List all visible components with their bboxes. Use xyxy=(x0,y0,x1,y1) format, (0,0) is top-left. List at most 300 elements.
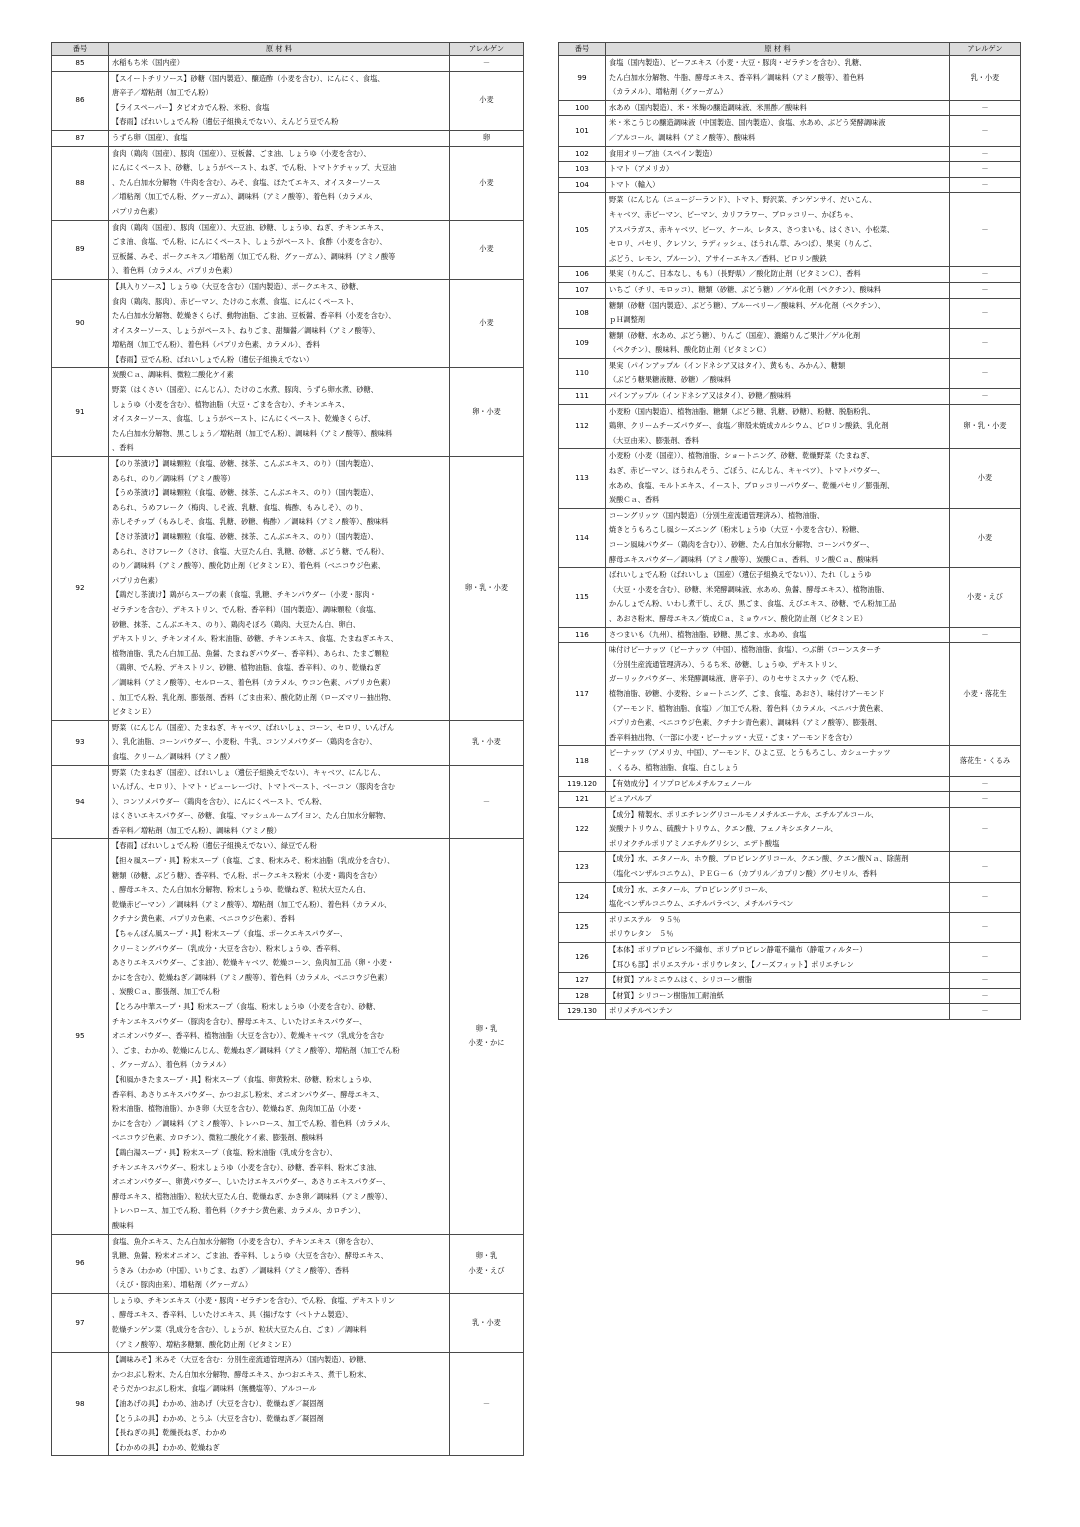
materials-line: ｐＨ調整剤 xyxy=(609,315,645,325)
materials-line: トマト（輸入） xyxy=(609,179,660,189)
materials-line: クリーミングパウダー（乳成分・大豆を含む）、粉末しょうゆ、香辛料、 xyxy=(112,943,345,953)
materials-line: うきみ（わかめ（中国）、いりごま、ねぎ）／調味料（アミノ酸等）、香料 xyxy=(112,1265,350,1275)
materials-line: 【鶏白湯スープ・具】粉末スープ（食塩、粉末油脂（乳成分を含む）、 xyxy=(112,1147,337,1157)
materials-text xyxy=(606,449,950,508)
product-number: 116 xyxy=(559,627,606,643)
materials-line: （塩化ベンザルコニウム）、ＰＥＧ－６（カプリル／カプリン酸）グリセリル、香料 xyxy=(609,869,877,879)
table-row xyxy=(559,1004,1021,1020)
table-body-left xyxy=(52,56,524,1456)
allergen-value: － xyxy=(950,912,1021,942)
table-row xyxy=(52,839,524,1234)
product-number: 109 xyxy=(559,328,606,358)
materials-line: たん白加水分解物、牛脂、酵母エキス、香辛料／調味料（アミノ酸等）、着色料 xyxy=(609,72,865,82)
table-row xyxy=(52,1353,524,1456)
allergen-value: － xyxy=(950,776,1021,792)
product-number: 92 xyxy=(52,457,109,721)
materials-line: パプリカ色素） xyxy=(112,575,162,585)
materials-line: アスパラガス、赤キャベツ、ビーツ、ケール、レタス、さつまいも、はくさい、小松菜、 xyxy=(609,224,895,234)
allergen-value: － xyxy=(950,807,1021,852)
materials-line: ）、着色料（カラメル、パプリカ色素） xyxy=(112,266,237,276)
materials-line: 、酵母エキス、香辛料、しいたけエキス、具（揚げなす（ベトナム製造）、 xyxy=(112,1310,353,1320)
materials-line: パプリカ色素、ベニコウジ色素、クチナシ青色素）、調味料（アミノ酸等）、膨張剤、 xyxy=(609,718,882,728)
table-row xyxy=(559,146,1021,162)
product-number: 94 xyxy=(52,765,109,839)
materials-line: ポリメチルペンテン xyxy=(609,1006,673,1016)
materials-line: クチナシ黄色素、パプリカ色素、ベニコウジ色素）、香料 xyxy=(112,914,295,924)
product-number: 114 xyxy=(559,508,606,567)
table-row xyxy=(559,116,1021,146)
product-number: 112 xyxy=(559,404,606,449)
materials-line: 、グァーガム）、着色料（カラメル） xyxy=(112,1060,231,1070)
materials-line: 味付けピーナッツ（ピーナッツ（中国）、植物油脂、食塩）、つぶ餅（コーンスターチ xyxy=(609,645,881,655)
materials-line: 増粘剤（加工でん粉）、着色料（パプリカ色素、カラメル）、香料 xyxy=(112,340,320,350)
allergen-value: － xyxy=(950,177,1021,193)
materials-line: 、加工でん粉、乳化剤、膨張剤、香料（ごま由来）、酸化防止剤（ローズマリー抽出物、 xyxy=(112,692,396,702)
materials-line: （アーモンド、植物油脂、食塩）／加工でん粉、着色料（カラメル、ベニバナ黄色素、 xyxy=(609,703,888,713)
materials-line: オイスターソース、食塩、しょうがペースト、にんにくペースト、乾燥きくらげ、 xyxy=(112,414,375,424)
materials-text xyxy=(606,912,950,942)
allergen-value: － xyxy=(950,328,1021,358)
allergen-value: 卵・乳 小麦・えび xyxy=(450,1234,524,1293)
table-row xyxy=(559,852,1021,882)
materials-line: （大豆・小麦を含む）、砂糖、米発酵調味液、水あめ、魚醤、酵母エキス）、植物油脂、 xyxy=(609,584,889,594)
materials-line: はくさいエキスパウダー、砂糖、食塩、マッシュルームブイヨン、たん白加水分解物、 xyxy=(112,811,391,821)
materials-line: 水稲もち米（国内産） xyxy=(112,58,184,67)
allergen-value: － xyxy=(950,627,1021,643)
materials-line: 乾燥赤ピーマン）／調味料（アミノ酸等）、増粘剤（加工でん粉）、着色料（カラメル、 xyxy=(112,899,392,909)
allergen-value: 小麦 xyxy=(450,71,524,130)
materials-text xyxy=(109,839,450,1234)
materials-line: ピュアパルプ xyxy=(609,794,652,804)
materials-line: 糖類（砂糖、ぶどう糖）、香辛料、でん粉、ポークエキス粉末（小麦・鶏肉を含む） xyxy=(112,870,382,880)
materials-line: 砂糖、抹茶、こんぶエキス、のり）、鶏肉そぼろ（鶏肉、大豆たん白、卵白、 xyxy=(112,619,361,629)
materials-line: （大豆由来）、膨張剤、香料 xyxy=(609,435,699,445)
allergen-value: 卵 xyxy=(450,130,524,146)
materials-line: 【とろみ中華スープ・具】粉末スープ（食塩、粉末しょうゆ（小麦を含む）、砂糖、 xyxy=(112,1002,381,1011)
allergen-value: － xyxy=(950,792,1021,808)
materials-line: 【さけ茶漬け】調味顆粒（食塩、砂糖、抹茶、こんぶエキス、のり）（国内製造）、 xyxy=(112,532,379,541)
materials-line: オニオンパウダー、卵黄パウダー、しいたけエキスパウダー、あさりエキスパウダー、 xyxy=(112,1177,390,1187)
materials-line: あられ、さけフレーク（さけ、食塩、大豆たん白、乳糖、砂糖、ぶどう糖、でん粉）、 xyxy=(112,546,389,556)
product-number: 90 xyxy=(52,279,109,368)
allergen-value: 小麦 xyxy=(450,279,524,368)
materials-line: かんしょでん粉、いわし煮干し、えび、黒ごま、食塩、えびエキス、砂糖、でん粉加工品 xyxy=(609,599,897,609)
materials-text xyxy=(109,368,450,457)
materials-line: ）、乳化油脂、コーンパウダー、小麦粉、牛乳、コンソメパウダー（鶏肉を含む）、 xyxy=(112,737,377,747)
materials-line: ／増粘剤（加工でん粉、グァーガム）、調味料（アミノ酸等）、着色料（カラメル、 xyxy=(112,192,377,202)
product-number: 125 xyxy=(559,912,606,942)
materials-line: かにを含む）／調味料（アミノ酸等）、トレハロース、加工でん粉、着色料（カラメル、 xyxy=(112,1118,395,1128)
materials-line: オニオンパウダー、香辛料、植物油脂（大豆を含む））、乾燥キャベツ（乳成分を含む xyxy=(112,1031,384,1041)
materials-text xyxy=(606,852,950,882)
allergen-value: － xyxy=(950,943,1021,973)
product-number: 111 xyxy=(559,389,606,405)
materials-line: 【春雨】ばれいしょでん粉（遺伝子組換えでない）、えんどう豆でん粉 xyxy=(112,117,339,127)
materials-line: 食肉（鶏肉（国産）、豚肉（国産））、豆板醤、ごま油、しょうゆ（小麦を含む）、 xyxy=(112,148,371,158)
materials-line: 食塩（国内製造）、ビーフエキス（小麦・大豆・豚肉・ゼラチンを含む）、乳糖、 xyxy=(609,58,867,67)
header-materials: 原 材 料 xyxy=(606,43,950,56)
materials-line: 【長ねぎの具】乾燥長ねぎ、わかめ xyxy=(112,1428,227,1438)
allergen-value: 小麦 xyxy=(450,220,524,279)
materials-line: 糖類（砂糖（国内製造）、ぶどう糖）、ブルーベリー／酸味料、ゲル化剤（ペクチン）、 xyxy=(609,300,885,310)
materials-line: 炭酸Ｃａ、調味料、微粒二酸化ケイ素 xyxy=(112,370,234,380)
product-number: 87 xyxy=(52,130,109,146)
materials-text xyxy=(109,1353,450,1456)
materials-line: 焼きとうもろこし風シーズニング（粉末しょうゆ（大豆・小麦を含む）、粉糖、 xyxy=(609,525,864,535)
materials-line: ぶどう、レモン、プルーン）、アサイーエキス／香料、ピロリン酸鉄 xyxy=(609,253,827,263)
allergen-value: 卵・小麦 xyxy=(450,368,524,457)
materials-text xyxy=(606,116,950,146)
materials-text xyxy=(606,389,950,405)
product-number: 108 xyxy=(559,298,606,328)
table-row xyxy=(559,162,1021,178)
materials-line: 香辛料、あさりエキスパウダー、かつおぶし粉末、オニオンパウダー、酵母エキス、 xyxy=(112,1089,384,1099)
materials-line: かつおぶし粉末、たん白加水分解物、酵母エキス、かつおエキス、煮干し粉末、 xyxy=(112,1369,371,1379)
table-row xyxy=(559,746,1021,776)
product-number: 99 xyxy=(559,56,606,101)
materials-line: ポリオクチルポリアミノエチルグリシン、エデト酸塩 xyxy=(609,838,780,848)
allergen-value: － xyxy=(950,389,1021,405)
product-number: 95 xyxy=(52,839,109,1234)
allergen-value: － xyxy=(950,298,1021,328)
materials-line: さつまいも（九州）、植物油脂、砂糖、黒ごま、水あめ、食塩 xyxy=(609,629,807,639)
materials-text xyxy=(606,193,950,267)
materials-line: パインアップル（インドネシア又はタイ）、砂糖／酸味料 xyxy=(609,391,792,401)
materials-line: 野菜（にんじん（国産）、たまねぎ、キャベツ、ばれいしょ、コーン、セロリ、いんげん xyxy=(112,722,395,732)
materials-text xyxy=(109,56,450,72)
materials-line: コーン風味パウダー（鶏肉を含む））、砂糖、たん白加水分解物、コーンパウダー、 xyxy=(609,540,874,549)
header-allergen: アレルゲン xyxy=(950,43,1021,56)
allergen-value: 小麦・えび xyxy=(950,568,1021,627)
allergen-value: － xyxy=(950,193,1021,267)
materials-line: あさりエキスパウダー、ごま油）、乾燥キャベツ、乾燥コーン、魚肉加工品（卵・小麦・ xyxy=(112,958,395,968)
materials-line: 香辛料抽出物、（一部に小麦・ピーナッツ・大豆・ごま・アーモンドを含む） xyxy=(609,732,857,742)
table-row xyxy=(52,220,524,279)
materials-line: ガーリックパウダー、米発酵調味液、唐辛子）、のりセサミスナック（でん粉、 xyxy=(609,674,863,684)
materials-line: 【ライスペーパー】タピオカでん粉、米粉、食塩 xyxy=(112,102,270,112)
product-number: 128 xyxy=(559,988,606,1004)
materials-line: 【本体】ポリプロピレン不織布、ポリプロピレン静電不織布（静電フィルター） xyxy=(609,945,867,955)
materials-line: 果実（パインアップル（インドネシア又はタイ）、黄もも、みかん）、糖類 xyxy=(609,360,846,370)
table-row xyxy=(559,282,1021,298)
product-number: 124 xyxy=(559,882,606,912)
allergen-value: － xyxy=(950,282,1021,298)
materials-line: 【有効成分】イソプロピルメチルフェノール xyxy=(609,778,752,788)
product-number: 107 xyxy=(559,282,606,298)
materials-line: （ぶどう糖果糖液糖、砂糖）／酸味料 xyxy=(609,375,732,385)
materials-line: 【とうふの具】わかめ、とうふ（大豆を含む）、乾燥ねぎ／凝固剤 xyxy=(112,1413,324,1423)
materials-text xyxy=(606,298,950,328)
table-row xyxy=(559,508,1021,567)
table-row xyxy=(559,807,1021,852)
table-row xyxy=(559,298,1021,328)
materials-line: セロリ、パセリ、クレソン、ラディッシュ、ほうれん草、みつば）、果実（りんご、 xyxy=(609,239,877,249)
materials-line: たん白加水分解物、乾燥きくらげ、動物油脂、ごま油、豆板醤、香辛料（小麦を含む）、 xyxy=(112,311,396,321)
materials-line: ポリエステル ９５％ xyxy=(609,914,681,924)
table-row xyxy=(559,177,1021,193)
allergen-value: － xyxy=(950,973,1021,989)
materials-line: デキストリン、チキンオイル、粉末油脂、砂糖、チキンエキス、食塩、たまねぎエキス、 xyxy=(112,634,398,644)
materials-line: 、くるみ、植物油脂、食塩、白こしょう xyxy=(609,762,739,772)
product-number: 88 xyxy=(52,146,109,220)
materials-line: 炭酸Ｃａ、香料 xyxy=(609,495,660,505)
product-number: 104 xyxy=(559,177,606,193)
materials-line: 植物油脂、乳たん白加工品、魚醤、たまねぎパウダー、香辛料）、あられ、たまご顆粒 xyxy=(112,648,389,658)
materials-text xyxy=(606,627,950,643)
materials-line: 野菜（にんじん（ニュージーランド）、トマト、野沢菜、チンゲンサイ、だいこん、 xyxy=(609,195,877,205)
product-number: 96 xyxy=(52,1234,109,1293)
allergen-value: 卵・乳・小麦 xyxy=(450,457,524,721)
product-number: 122 xyxy=(559,807,606,852)
materials-line: 鶏卵、クリームチーズパウダー、食塩／卵殻未焼成カルシウム、ピロリン酸鉄、乳化剤 xyxy=(609,421,889,431)
table-header-row xyxy=(52,43,524,56)
materials-text xyxy=(109,146,450,220)
materials-line: 【春雨】ばれいしょでん粉（遺伝子組換えでない）、緑豆でん粉 xyxy=(112,841,317,851)
materials-line: ）、ごま、わかめ、乾燥にんじん、乾燥ねぎ／調味料（アミノ酸等）、増粘剤（加工でん粉 xyxy=(112,1045,400,1055)
table-row xyxy=(52,765,524,839)
header-number: 番号 xyxy=(559,43,606,56)
materials-text xyxy=(109,279,450,368)
materials-line: 酸味料 xyxy=(112,1220,134,1230)
materials-line: 粉末油脂、植物油脂）、かき卵（大豆を含む）、乾燥ねぎ、魚肉加工品（小麦・ xyxy=(112,1104,364,1114)
product-number: 119.120 xyxy=(559,776,606,792)
table-row xyxy=(559,389,1021,405)
allergen-value: － xyxy=(950,116,1021,146)
materials-line: うずら卵（国産）、食塩 xyxy=(112,132,188,142)
allergen-value: － xyxy=(950,146,1021,162)
materials-line: 、たん白加水分解物（牛肉を含む）、みそ、食塩、ほたてエキス、オイスターソース xyxy=(112,177,381,187)
product-number: 110 xyxy=(559,358,606,388)
product-number: 129.130 xyxy=(559,1004,606,1020)
materials-line: ポリウレタン ５％ xyxy=(609,929,674,939)
table-row xyxy=(52,146,524,220)
materials-line: 、あおさ粉末、酵母エキス／焼成Ｃａ、ミョウバン、酸化防止剤（ビタミンＥ） xyxy=(609,613,867,623)
product-number: 126 xyxy=(559,943,606,973)
materials-text xyxy=(606,792,950,808)
materials-text xyxy=(109,130,450,146)
table-row xyxy=(52,130,524,146)
materials-line: 【成分】水、エタノール、ホウ酸、プロピレングリコール、クエン酸、クエン酸Ｎａ、除菌剤 xyxy=(609,854,909,864)
materials-text xyxy=(109,720,450,765)
materials-text xyxy=(606,988,950,1004)
header-number: 番号 xyxy=(52,43,109,56)
table-row xyxy=(559,912,1021,942)
materials-text xyxy=(606,1004,950,1020)
allergen-value: － xyxy=(950,100,1021,116)
materials-line: トマト（アメリカ） xyxy=(609,164,674,174)
product-number: 93 xyxy=(52,720,109,765)
table-row xyxy=(559,882,1021,912)
table-row xyxy=(559,100,1021,116)
materials-line: 【ちゃんぽん風スープ・具】粉末スープ（食塩、ポークエキスパウダー、 xyxy=(112,929,348,939)
materials-line: 糖類（砂糖、水あめ、ぶどう糖）、りんご（国産）、濃縮りんご果汁／ゲル化剤 xyxy=(609,330,861,340)
materials-text xyxy=(109,71,450,130)
product-number: 105 xyxy=(559,193,606,267)
allergen-value: 落花生・くるみ xyxy=(950,746,1021,776)
materials-line: チキンエキスパウダー、粉末しょうゆ（小麦を含む）、砂糖、香辛料、粉末ごま油、 xyxy=(112,1162,381,1172)
product-number: 98 xyxy=(52,1353,109,1456)
product-number: 115 xyxy=(559,568,606,627)
materials-line: ／調味料（アミノ酸等）、セルロース、着色料（カラメル、ウコン色素、パプリカ色素） xyxy=(112,677,395,687)
allergen-value: － xyxy=(950,882,1021,912)
materials-line: しょうゆ、チキンエキス（小麦・豚肉・ゼラチンを含む）、でん粉、食塩、デキストリン xyxy=(112,1295,395,1305)
allergen-value: － xyxy=(950,852,1021,882)
allergen-value: 乳・小麦 xyxy=(950,56,1021,101)
table-row xyxy=(559,988,1021,1004)
table-row xyxy=(559,568,1021,627)
materials-line: 乳糖、魚醤、粉末オニオン、ごま油、香辛料、しょうゆ（大豆を含む）、酵母エキス、 xyxy=(112,1251,388,1261)
materials-line: 米・米こうじの醸造調味液（中国製造、国内製造）、食塩、水あめ、ぶどう発酵調味液 xyxy=(609,118,886,128)
materials-line: チキンエキスパウダー（豚肉を含む）、酵母エキス、しいたけエキスパウダー、 xyxy=(112,1016,367,1026)
materials-line: のり／調味料（アミノ酸等）、酸化防止剤（ビタミンＥ）、着色料（ベニコウジ色素、 xyxy=(112,561,386,571)
materials-line: キャベツ、赤ピーマン、ピーマン、カリフラワー、ブロッコリー、かぼちゃ、 xyxy=(609,209,858,219)
table-row xyxy=(52,1234,524,1293)
materials-line: 食肉（鶏肉、豚肉）、赤ピーマン、たけのこ水煮、食塩、にんにくペースト、 xyxy=(112,296,359,306)
materials-text xyxy=(606,404,950,449)
materials-line: 乾燥チンゲン菜（乳成分を含む）、しょうが、粒状大豆たん白、ごま）／調味料 xyxy=(112,1325,367,1335)
product-number: 117 xyxy=(559,643,606,746)
materials-line: にんにくペースト、砂糖、しょうがペースト、ねぎ、でん粉、トマトケチャップ、大豆油 xyxy=(112,163,396,173)
materials-line: 【耳ひも部】ポリエステル・ポリウレタン、【ノーズフィット】ポリエチレン xyxy=(609,959,854,969)
materials-line: 【うめ茶漬け】調味顆粒（食塩、砂糖、抹茶、こんぶエキス、のり）（国内製造）、 xyxy=(112,488,379,498)
materials-line: しょうゆ（小麦を含む）、植物油脂（大豆・ごまを含む）、チキンエキス、 xyxy=(112,399,350,409)
materials-line: 【和風かきたまスープ・具】粉末スープ（食塩、卵黄粉末、砂糖、粉末しょうゆ、 xyxy=(112,1074,377,1084)
materials-line: ）、コンソメパウダー（鶏肉を含む）、にんにくペースト、でん粉、 xyxy=(112,796,327,806)
materials-line: コーングリッツ（国内製造）（分別生産流通管理済み）、植物油脂、 xyxy=(609,510,825,520)
materials-line: ベニコウジ色素、カロチン）、微粒二酸化ケイ素、膨張剤、酸味料 xyxy=(112,1133,324,1143)
product-number: 118 xyxy=(559,746,606,776)
materials-line: 【春雨】豆でん粉、ばれいしょでん粉（遺伝子組換えでない） xyxy=(112,354,314,364)
materials-text xyxy=(606,100,950,116)
table-row xyxy=(559,943,1021,973)
materials-line: （鶏卵、でん粉、デキストリン、砂糖、植物油脂、食塩、香辛料）、のり、乾燥ねぎ xyxy=(112,663,381,673)
materials-line: そうだかつおぶし粉末、食塩／調味料（無機塩等）、アルコール xyxy=(112,1384,317,1394)
allergen-table-left xyxy=(51,42,524,1456)
materials-line: 小麦粉（小麦（国産））、植物油脂、ショートニング、砂糖、乾燥野菜（たまねぎ、 xyxy=(609,451,874,461)
materials-line: 食塩、クリーム／調味料（アミノ酸） xyxy=(112,751,235,761)
product-number: 89 xyxy=(52,220,109,279)
table-row xyxy=(52,1293,524,1352)
table-row xyxy=(559,973,1021,989)
allergen-value: 小麦 xyxy=(950,508,1021,567)
materials-line: あられ、うめフレーク（梅肉、しそ液、乳糖、食塩、梅酢、もみしそ）、のり、 xyxy=(112,502,368,512)
materials-line: 食肉（鶏肉（国産）、豚肉（国産））、大豆油、砂糖、しょうゆ、ねぎ、チキンエキス、 xyxy=(112,222,389,232)
materials-line: （分別生産流通管理済み）、うるち米、砂糖、しょうゆ、デキストリン、 xyxy=(609,659,842,669)
table-row xyxy=(52,56,524,72)
materials-text xyxy=(606,358,950,388)
materials-line: 野菜（たまねぎ（国産）、ばれいしょ（遺伝子組換えでない）、キャベツ、にんじん、 xyxy=(112,767,386,777)
product-number: 85 xyxy=(52,56,109,72)
materials-line: 赤しそチップ（もみしそ、食塩、乳糖、砂糖、梅酢）／調味料（アミノ酸等）、酸味料 xyxy=(112,517,389,527)
allergen-value: 小麦 xyxy=(950,449,1021,508)
materials-text xyxy=(109,1234,450,1293)
allergen-value: 乳・小麦 xyxy=(450,1293,524,1352)
materials-line: （えび・豚肉由来）、増粘剤（グァーガム） xyxy=(112,1280,253,1290)
allergen-value: － xyxy=(950,988,1021,1004)
materials-line: 水あめ（国内製造）、米・米麹の醸造調味液、米黒酢／酸味料 xyxy=(609,102,807,112)
materials-text xyxy=(606,943,950,973)
materials-line: 植物油脂、砂糖、小麦粉、ショートニング、ごま、食塩、あおさ）、味付けアーモンド xyxy=(609,688,885,698)
materials-line: あられ、のり／調味料（アミノ酸等） xyxy=(112,473,235,483)
product-number: 100 xyxy=(559,100,606,116)
materials-line: 食塩、魚介エキス、たん白加水分解物（小麦を含む）、チキンエキス（卵を含む）、 xyxy=(112,1236,378,1246)
materials-line: 果実（りんご、日本なし、もも）（長野県）／酸化防止剤（ビタミンＣ）、香料 xyxy=(609,269,861,279)
materials-line: たん白加水分解物、黒こしょう／増粘剤（加工でん粉）、調味料（アミノ酸等）、酸味料 xyxy=(112,428,393,438)
table-row xyxy=(559,627,1021,643)
materials-line: 酵母エキス、植物油脂）、粒状大豆たん白、乾燥ねぎ、かき卵／調味料（アミノ酸等）、 xyxy=(112,1191,393,1201)
product-number: 101 xyxy=(559,116,606,146)
table-row xyxy=(559,56,1021,101)
product-number: 113 xyxy=(559,449,606,508)
allergen-value: － xyxy=(950,267,1021,283)
table-row xyxy=(559,193,1021,267)
table-row xyxy=(52,279,524,368)
product-number: 86 xyxy=(52,71,109,130)
table-body-right xyxy=(559,56,1021,1020)
materials-text xyxy=(606,328,950,358)
materials-text xyxy=(606,807,950,852)
product-number: 97 xyxy=(52,1293,109,1352)
materials-line: 酵母エキスパウダー／調味料（アミノ酸等）、炭酸Ｃａ、香料、リン酸Ｃａ、酸味料 xyxy=(609,554,879,564)
allergen-value: 小麦 xyxy=(450,146,524,220)
materials-text xyxy=(109,220,450,279)
materials-text xyxy=(606,643,950,746)
materials-line: 香辛料／増粘剤（加工でん粉）、調味料（アミノ酸） xyxy=(112,825,281,835)
table-row xyxy=(559,792,1021,808)
materials-line: 【具入りソース】しょうゆ（大豆を含む）（国内製造）、ポークエキス、砂糖、 xyxy=(112,281,364,291)
materials-line: 【のり茶漬け】調味顆粒（食塩、砂糖、抹茶、こんぶエキス、のり）（国内製造）、 xyxy=(112,459,379,469)
table-row xyxy=(559,776,1021,792)
allergen-value: 卵・乳 小麦・かに xyxy=(450,839,524,1234)
allergen-value: 卵・乳・小麦 xyxy=(950,404,1021,449)
materials-line: 水あめ、食塩、モルトエキス、イースト、ブロッコリーパウダー、乾燥パセリ／膨張剤、 xyxy=(609,480,895,490)
table-row xyxy=(52,720,524,765)
materials-line: 炭酸ナトリウム、硫酸ナトリウム、クエン酸、フェノキシエタノール、 xyxy=(609,824,838,834)
product-number: 106 xyxy=(559,267,606,283)
materials-line: 野菜（はくさい（国産）、にんじん）、たけのこ水煮、豚肉、うずら卵水煮、砂糖、 xyxy=(112,385,378,395)
product-number: 103 xyxy=(559,162,606,178)
materials-line: 【担々風スープ・具】粉末スープ（食塩、ごま、粉末みそ、粉末油脂（乳成分を含む）、 xyxy=(112,856,395,866)
materials-text xyxy=(109,457,450,721)
materials-line: ビタミンＥ） xyxy=(112,707,156,717)
product-number: 127 xyxy=(559,973,606,989)
table-row xyxy=(559,404,1021,449)
materials-text xyxy=(606,56,950,101)
materials-line: 、炭酸Ｃａ、膨張剤、加工でん粉 xyxy=(112,987,220,997)
allergen-value: － xyxy=(950,358,1021,388)
product-number: 102 xyxy=(559,146,606,162)
materials-text xyxy=(606,267,950,283)
table-row xyxy=(559,643,1021,746)
table-header-row xyxy=(559,43,1021,56)
table-row xyxy=(559,449,1021,508)
materials-line: 食用オリーブ油（スペイン製造） xyxy=(609,148,717,158)
materials-line: パプリカ色素） xyxy=(112,206,162,216)
materials-line: ごま油、食塩、でん粉、にんにくペースト、しょうがペースト、食酢（小麦を含む）、 xyxy=(112,237,387,247)
product-number: 123 xyxy=(559,852,606,882)
table-row xyxy=(52,368,524,457)
materials-line: （アミノ酸等）、増粘多糖類、酸化防止剤（ビタミンＥ） xyxy=(112,1339,296,1349)
materials-line: 小麦粉（国内製造）、植物油脂、糖類（ぶどう糖、乳糖、砂糖）、粉糖、脱脂粉乳、 xyxy=(609,406,875,416)
table-row xyxy=(559,328,1021,358)
table-row xyxy=(52,457,524,721)
materials-text xyxy=(606,776,950,792)
materials-line: 【鶏だし茶漬け】鶏がらスープの素（食塩、乳糖、チキンパウダー（小麦・豚肉・ xyxy=(112,590,377,600)
materials-text xyxy=(606,146,950,162)
materials-text xyxy=(606,568,950,627)
allergen-value: － xyxy=(950,1004,1021,1020)
table-row xyxy=(559,358,1021,388)
